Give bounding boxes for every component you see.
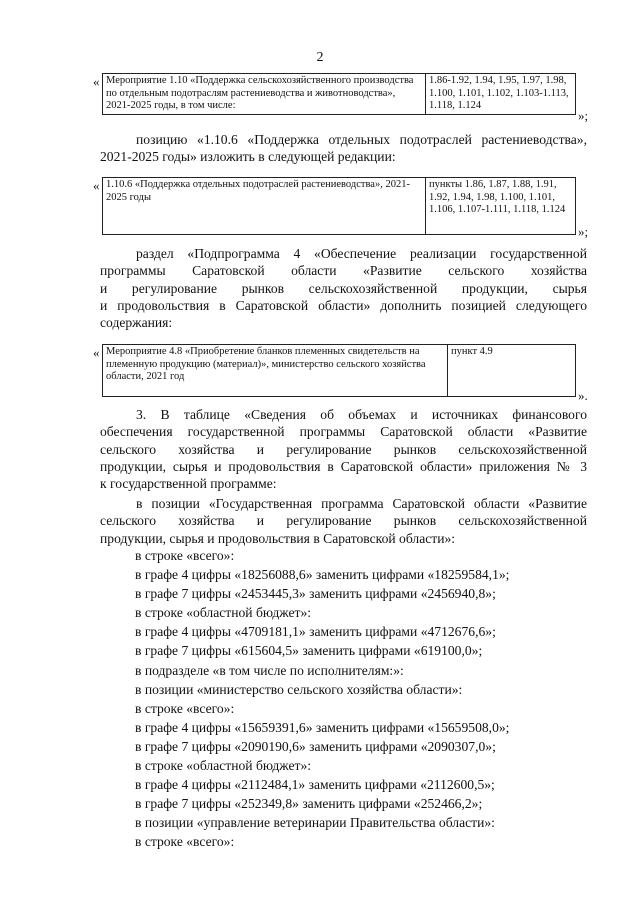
list-item: в строке «всего»: bbox=[135, 700, 235, 716]
table-measure-4-8 bbox=[102, 344, 576, 397]
list-item: в графе 7 цифры «2453445,3» заменить цифрами «2456940,8»; bbox=[135, 586, 496, 602]
text-line: раздел «Подпрограмма 4 «Обеспечение реализации государственной bbox=[136, 246, 587, 261]
list-item: в подразделе «в том числе по исполнителям:»: bbox=[135, 662, 404, 678]
list-item: в графе 7 цифры «252349,8» заменить цифрами «252466,2»; bbox=[135, 796, 483, 812]
list-item: в графе 4 цифры «2112484,1» заменить цифрами «2112600,5»; bbox=[135, 777, 495, 793]
close-quote: ». bbox=[578, 388, 588, 403]
paragraph-state-program-position bbox=[100, 495, 587, 547]
table-measure-1-10 bbox=[102, 73, 576, 115]
text-line: содержания: bbox=[100, 315, 173, 331]
table-position-1-10-6 bbox=[102, 177, 576, 235]
text-line: продукции, сырья и продовольствия в Саратовской области» приложения № 3 bbox=[100, 458, 587, 474]
open-quote: « bbox=[93, 345, 100, 360]
table-row bbox=[103, 345, 576, 397]
text-line: продукции, сырья и продовольствия в Саратовской области»: bbox=[100, 530, 456, 546]
paragraph-position-1-10-6 bbox=[100, 131, 587, 166]
page-number: 2 bbox=[316, 50, 324, 65]
list-item: в графе 7 цифры «615604,5» заменить цифрами «619100,0»; bbox=[135, 643, 483, 659]
list-item: в графе 4 цифры «18256088,6» заменить цифрами «18259584,1»; bbox=[135, 567, 510, 583]
table-cell-measure: Мероприятие 1.10 «Поддержка сельскохозяйственного производства по отдельным подотраслям растениеводства и животноводства», 2021-2025 годы, в том числе: bbox=[103, 74, 426, 115]
list-item: в строке «областной бюджет»: bbox=[135, 758, 312, 774]
list-item: в графе 7 цифры «2090190,6» заменить цифрами «2090307,0»; bbox=[135, 738, 496, 754]
close-quote: »; bbox=[578, 224, 589, 239]
list-item: в позиции «управление ветеринарии Правительства области»: bbox=[135, 815, 495, 831]
list-item: в графе 4 цифры «4709181,1» заменить цифрами «4712676,6»; bbox=[135, 624, 496, 640]
table-row bbox=[103, 74, 576, 115]
text-line: к государственной программе: bbox=[100, 476, 277, 492]
open-quote: « bbox=[93, 178, 100, 193]
text-line: 2021-2025 годы» изложить в следующей редакции: bbox=[100, 149, 396, 165]
list-item: в строке «областной бюджет»: bbox=[135, 605, 312, 621]
text-line: программы Саратовской области «Развитие сельского хозяйства bbox=[100, 263, 587, 279]
table-cell-measure: 1.10.6 «Поддержка отдельных подотраслей растениеводства», 2021-2025 годы bbox=[103, 178, 426, 235]
table-cell-points: пункт 4.9 bbox=[448, 345, 576, 397]
paragraph-table-financing bbox=[100, 406, 587, 492]
text-line: сельского хозяйства и регулирование рынков сельскохозяйственной bbox=[100, 441, 587, 457]
text-line: 3. В таблице «Сведения об объемах и источниках финансового bbox=[136, 407, 587, 422]
text-line: обеспечения государственной программы Саратовской области «Развитие bbox=[100, 424, 587, 440]
list-item: в строке «всего»: bbox=[135, 834, 235, 850]
table-cell-points: 1.86-1.92, 1.94, 1.95, 1.97, 1.98, 1.100, 1.101, 1.102, 1.103-1.113, 1.118, 1.124 bbox=[426, 74, 576, 115]
text-line: и регулирование рынков сельскохозяйственной продукции, сырья bbox=[100, 280, 587, 296]
table-row bbox=[103, 178, 576, 235]
close-quote: »; bbox=[578, 108, 589, 123]
list-item: в позиции «министерство сельского хозяйства области»: bbox=[135, 681, 463, 697]
text-line: позицию «1.10.6 «Поддержка отдельных подотраслей растениеводства», bbox=[136, 132, 587, 147]
text-line: в позиции «Государственная программа Саратовской области «Развитие bbox=[136, 496, 587, 511]
table-cell-measure: Мероприятие 4.8 «Приобретение бланков племенных свидетельств на племенную продукцию (материал)», министерство сельского хозяйства области, 2021 год bbox=[103, 345, 448, 397]
list-item: в графе 4 цифры «15659391,6» заменить цифрами «15659508,0»; bbox=[135, 719, 510, 735]
text-line: сельского хозяйства и регулирование рынков сельскохозяйственной bbox=[100, 513, 587, 529]
table-cell-points: пункты 1.86, 1.87, 1.88, 1.91, 1.92, 1.94, 1.98, 1.100, 1.101, 1.106, 1.107-1.111, 1.118, 1.124 bbox=[426, 178, 576, 235]
instruction-list bbox=[135, 546, 595, 852]
list-item: в строке «всего»: bbox=[135, 548, 235, 563]
paragraph-subprogram-4 bbox=[100, 245, 587, 331]
text-line: и продовольствия в Саратовской области» дополнить позицией следующего bbox=[100, 297, 587, 313]
open-quote: « bbox=[93, 74, 100, 89]
